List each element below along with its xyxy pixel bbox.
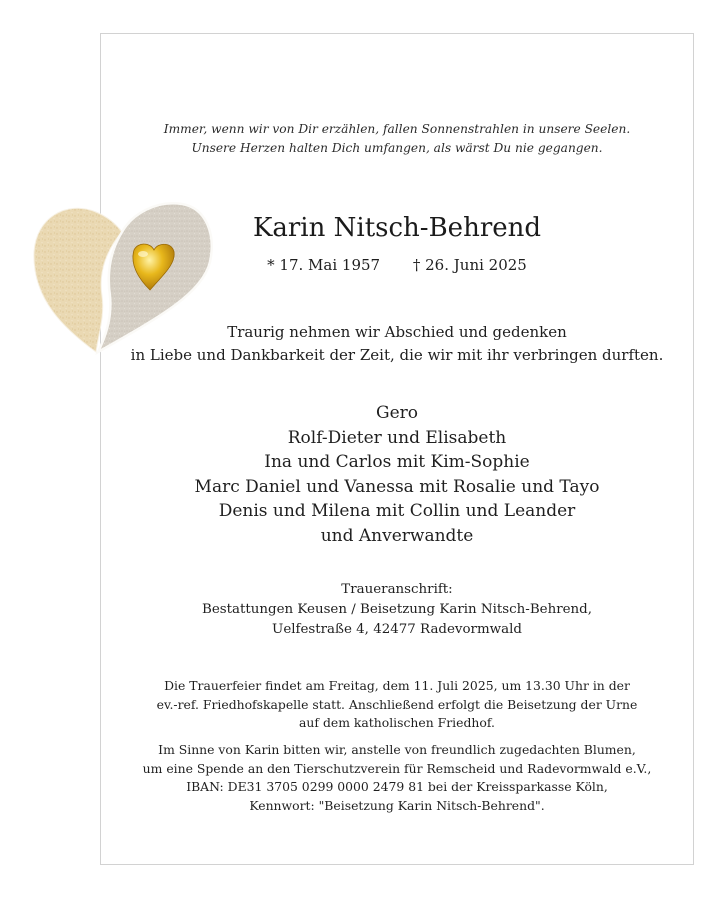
deceased-name: Karin Nitsch-Behrend — [252, 213, 542, 243]
family-line: Gero — [375, 403, 418, 423]
donation-info — [100, 741, 694, 815]
mourning-line: in Liebe und Dankbarkeit der Zeit, die wir mit ihr verbringen durften. — [130, 346, 664, 364]
family-line: Denis und Milena mit Collin und Leander — [218, 501, 576, 521]
family-list — [100, 401, 694, 548]
ceremony-line: auf dem katholischen Friedhof. — [299, 715, 495, 730]
death-date: † 26. Juni 2025 — [412, 256, 527, 274]
birth-date: * 17. Mai 1957 — [267, 256, 381, 274]
motto-line: Unsere Herzen halten Dich umfangen, als wärst Du nie gegangen. — [191, 141, 603, 155]
mourning-address — [100, 580, 694, 640]
mourning-text — [100, 321, 694, 367]
motto-line: Immer, wenn wir von Dir erzählen, fallen Sonnenstrahlen in unsere Seelen. — [163, 122, 631, 136]
ceremony-line: Die Trauerfeier findet am Freitag, dem 11. Juli 2025, um 13.30 Uhr in der — [164, 678, 630, 693]
donation-line: um eine Spende an den Tierschutzverein für Remscheid und Radevormwald e.V., — [142, 760, 652, 776]
family-line: Marc Daniel und Vanessa mit Rosalie und Tayo — [194, 476, 600, 497]
ceremony-info — [100, 677, 694, 733]
ceremony-line: ev.-ref. Friedhofskapelle statt. Anschließend erfolgt die Beisetzung der Urne — [156, 696, 638, 712]
family-line: Ina und Carlos mit Kim-Sophie — [264, 452, 530, 472]
address-line: Uelfestraße 4, 42477 Radevormwald — [272, 622, 522, 637]
family-line: Rolf-Dieter und Elisabeth — [287, 427, 507, 448]
address-line: Bestattungen Keusen / Beisetzung Karin Nitsch-Behrend, — [201, 602, 592, 617]
donation-line: IBAN: DE31 3705 0299 0000 2479 81 bei der Kreissparkasse Köln, — [186, 779, 608, 794]
mourning-line: Traurig nehmen wir Abschied und gedenken — [227, 323, 567, 341]
donation-line: Im Sinne von Karin bitten wir, anstelle von freundlich zugedachten Blumen, — [158, 742, 636, 757]
life-dates — [100, 254, 694, 276]
donation-line: Kennwort: "Beisetzung Karin Nitsch-Behrend". — [249, 797, 545, 813]
family-line: und Anverwandte — [320, 525, 474, 546]
motto-verse — [100, 120, 694, 158]
address-label: Traueranschrift: — [341, 582, 453, 597]
